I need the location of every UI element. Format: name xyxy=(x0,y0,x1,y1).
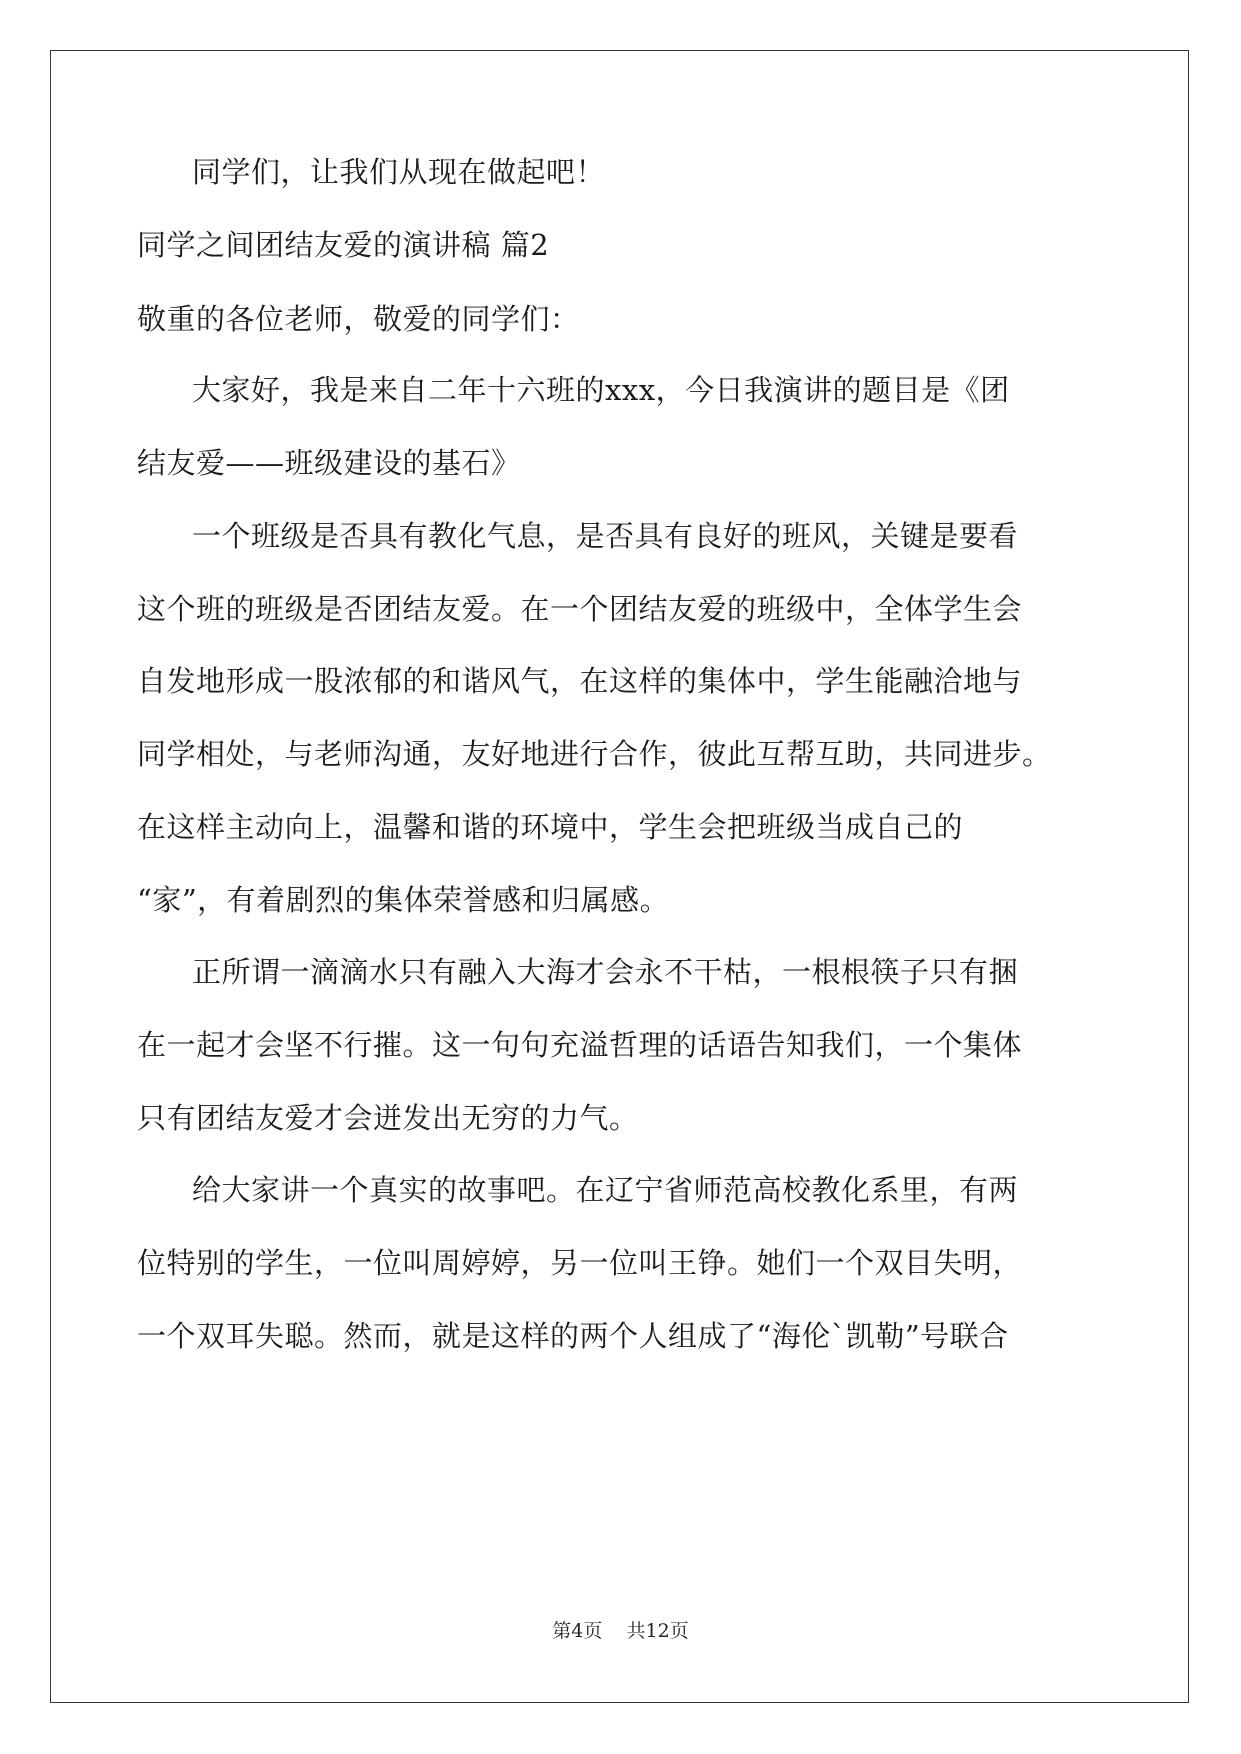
section-heading: 同学之间团结友爱的演讲稿 篇2 xyxy=(137,228,550,262)
paragraph-line: 这个班的班级是否团结友爱。在一个团结友爱的班级中，全体学生会 xyxy=(137,592,1023,626)
paragraph-line: 同学相处，与老师沟通，友好地进行合作，彼此互帮互助，共同进步。 xyxy=(137,737,1052,771)
paragraph-line: “家”，有着剧烈的集体荣誉感和归属感。 xyxy=(137,883,670,917)
paragraph-line: 同学们，让我们从现在做起吧！ xyxy=(192,155,606,189)
page-number: 第4页 xyxy=(552,1620,603,1642)
paragraph-line: 在一起才会坚不行摧。这一句句充溢哲理的话语告知我们，一个集体 xyxy=(137,1028,1023,1062)
paragraph-line: 大家好，我是来自二年十六班的xxx，今日我演讲的题目是《团 xyxy=(192,373,1010,407)
paragraph-line: 只有团结友爱才会迸发出无穷的力气。 xyxy=(137,1101,639,1135)
paragraph-line: 结友爱——班级建设的基石》 xyxy=(137,446,521,480)
paragraph-line: 一个班级是否具有教化气息，是否具有良好的班风，关键是要看 xyxy=(192,519,1019,553)
salutation: 敬重的各位老师，敬爱的同学们： xyxy=(137,302,580,336)
page-total: 共12页 xyxy=(626,1620,689,1642)
page-footer xyxy=(0,1619,1241,1643)
page-border xyxy=(50,50,1189,1703)
paragraph-line: 自发地形成一股浓郁的和谐风气，在这样的集体中，学生能融洽地与 xyxy=(137,664,1023,698)
paragraph-line: 给大家讲一个真实的故事吧。在辽宁省师范高校教化系里，有两 xyxy=(192,1173,1019,1207)
paragraph-line: 正所谓一滴滴水只有融入大海才会永不干枯，一根根筷子只有捆 xyxy=(192,955,1019,989)
paragraph-line: 在这样主动向上，温馨和谐的环境中，学生会把班级当成自己的 xyxy=(137,810,964,844)
paragraph-line: 一个双耳失聪。然而，就是这样的两个人组成了“海伦`凯勒”号联合 xyxy=(137,1319,1009,1353)
paragraph-line: 位特别的学生，一位叫周婷婷，另一位叫王铮。她们一个双目失明， xyxy=(137,1246,1023,1280)
